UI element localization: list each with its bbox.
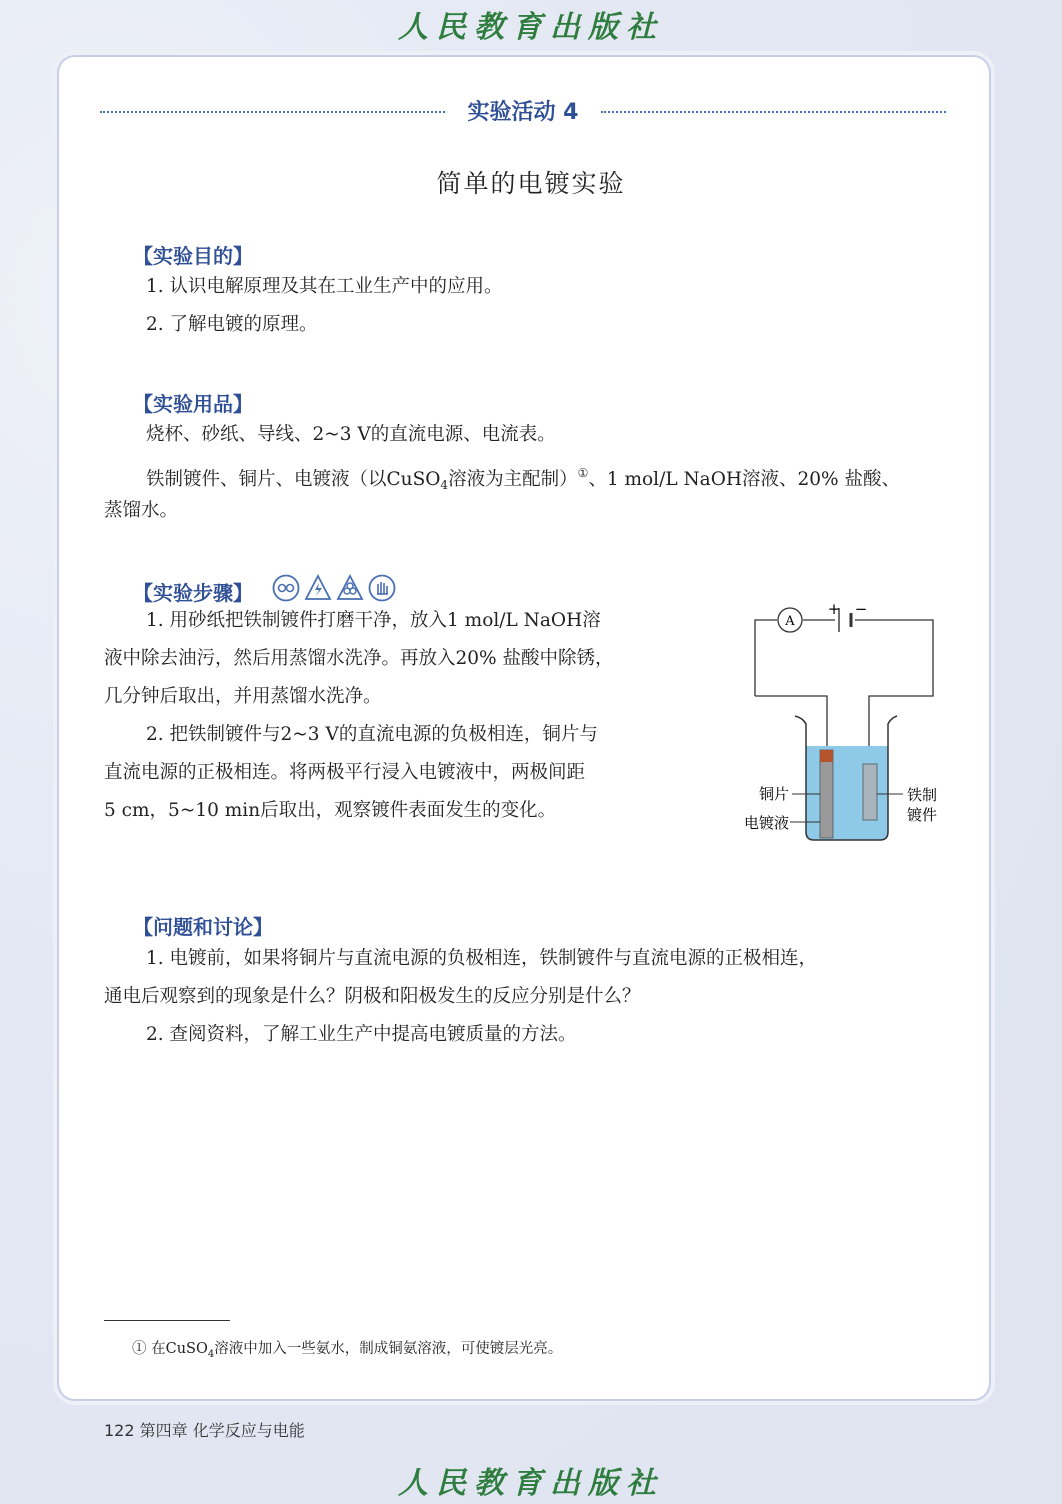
- heading-discussion: 【问题和讨论】: [133, 915, 273, 939]
- electroplating-diagram: [735, 596, 950, 856]
- wire-left: [755, 620, 777, 696]
- question-1-line-2: 通电后观察到的现象是什么？阴极和阳极发生的反应分别是什么？: [104, 986, 641, 1007]
- purpose-item-2: 2. 了解电镀的原理。: [146, 314, 318, 335]
- publisher-logo-bottom: 人民教育出版社: [398, 1466, 664, 1501]
- iron-label-1: 铁制: [907, 786, 938, 804]
- copper-top: [820, 750, 833, 762]
- heading-steps: 【实验步骤】: [133, 581, 253, 605]
- page-footer: 122 第四章 化学反应与电能: [104, 1421, 305, 1440]
- wire-to-copper: [755, 696, 827, 754]
- materials-line-3: 蒸馏水。: [104, 500, 179, 521]
- publisher-logo: 人民教育出版社: [398, 10, 664, 45]
- purpose-item-1: 1. 认识电解原理及其在工业生产中的应用。: [146, 276, 503, 297]
- dotted-divider-right: [601, 111, 946, 113]
- solution-label: 电镀液: [743, 814, 789, 832]
- document-title: 简单的电镀实验: [436, 169, 626, 198]
- dotted-divider-left: [100, 111, 445, 113]
- footnote: ① 在CuSO$_4$溶液中加入一些氨水，制成铜氨溶液，可使镀层光亮。: [132, 1341, 563, 1360]
- section-header: [100, 95, 946, 129]
- step-1-line-3: 几分钟后取出，并用蒸馏水洗净。: [104, 686, 382, 707]
- copper-electrode: [820, 750, 833, 838]
- negative-sign: −: [854, 600, 868, 618]
- ammeter-label: A: [785, 614, 795, 629]
- materials-line-2: 铁制镀件、铜片、电镀液（以CuSO$_4$溶液为主配制）①、1 mol/L NaOH溶液、20% 盐酸、: [146, 466, 901, 492]
- step-2-line-1: 2. 把铁制镀件与2~3 V的直流电源的负极相连，铜片与: [146, 724, 598, 745]
- wire-right: [855, 620, 933, 756]
- safety-icons: [272, 574, 396, 602]
- handwash-icon: [368, 574, 396, 602]
- heading-materials: 【实验用品】: [133, 392, 253, 416]
- ventilation-icon: [336, 574, 364, 602]
- heading-purpose: 【实验目的】: [133, 244, 253, 268]
- iron-label-2: 镀件: [907, 806, 938, 824]
- iron-workpiece: [863, 764, 877, 820]
- question-2: 2. 查阅资料，了解工业生产中提高电镀质量的方法。: [146, 1024, 577, 1045]
- step-2-line-2: 直流电源的正极相连。将两极平行浸入电镀液中，两极间距: [104, 762, 586, 783]
- step-1-line-2: 液中除去油污，然后用蒸馏水洗净。再放入20% 盐酸中除锈，: [104, 648, 614, 669]
- copper-label: 铜片: [758, 785, 789, 803]
- electric-hazard-icon: [304, 574, 332, 602]
- materials-line-1: 烧杯、砂纸、导线、2~3 V的直流电源、电流表。: [146, 424, 556, 445]
- goggles-icon: [272, 574, 300, 602]
- section-title: 实验活动 4: [467, 100, 579, 125]
- positive-sign: +: [827, 600, 841, 618]
- footnote-divider: [104, 1320, 230, 1321]
- step-2-line-3: 5 cm，5~10 min后取出，观察镀件表面发生的变化。: [104, 800, 557, 821]
- step-1-line-1: 1. 用砂纸把铁制镀件打磨干净，放入1 mol/L NaOH溶: [146, 610, 601, 631]
- question-1-line-1: 1. 电镀前，如果将铜片与直流电源的负极相连，铁制镀件与直流电源的正极相连，: [146, 948, 818, 969]
